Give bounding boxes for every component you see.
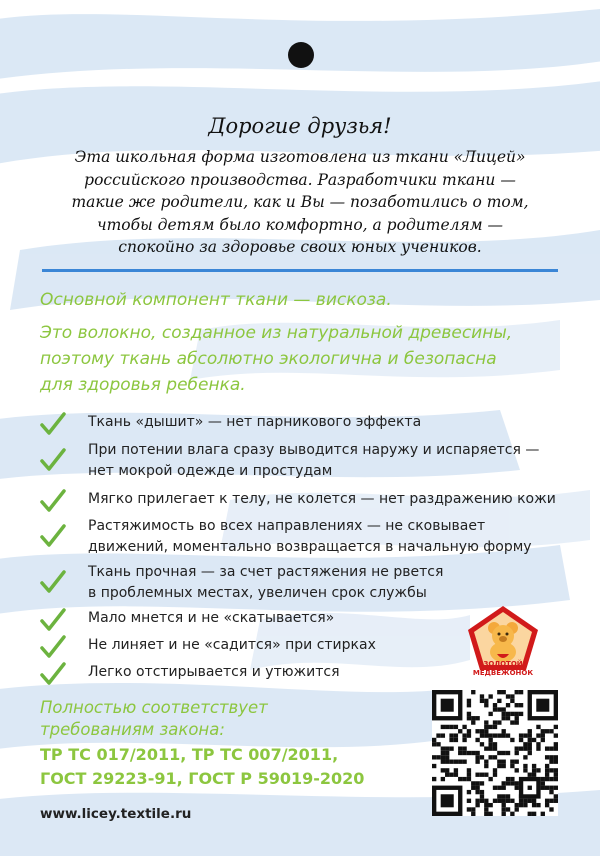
checkmark-icon [40, 662, 66, 686]
checkmark-icon [40, 570, 66, 594]
compliance-statement: Полностью соответствует требованиям закона: [40, 698, 268, 739]
checkmark-icon [40, 608, 66, 632]
fiber-info-line: Это волокно, созданное из натуральной древесины, [40, 323, 513, 343]
intro-line: чтобы детям было комфортно, а родителям — [96, 215, 504, 234]
benefit-text: Мало мнется и не «скатывается» [88, 610, 335, 626]
benefit-text: Ткань «дышит» — нет парникового эффекта [88, 414, 422, 430]
benefit-text: Легко отстирывается и утюжится [88, 664, 340, 680]
checkmark-icon [40, 412, 66, 436]
fiber-info-heading [40, 320, 570, 398]
intro-line: спокойно за здоровье своих юных учеников. [118, 238, 482, 256]
benefit-text: Не линяет и не «садится» при стирках [88, 637, 376, 653]
intro-paragraph [50, 146, 550, 259]
checkmark-icon [40, 524, 66, 548]
greeting-heading: Дорогие друзья! [208, 114, 392, 138]
checkmark-icon [40, 448, 66, 472]
fiber-info-line: поэтому ткань абсолютно экологична и безопасна [40, 349, 497, 369]
fiber-info-line: для здоровья ребенка. [40, 375, 246, 395]
website-link[interactable]: www.licey.textile.ru [40, 806, 192, 822]
intro-line: российского производства. Разработчики ткани — [84, 170, 516, 189]
section-divider [42, 269, 558, 272]
benefit-text: Мягко прилегает к телу, не колется — нет раздражению кожи [88, 491, 556, 507]
benefit-text: При потении влага сразу выводится наружу и испаряется — нет мокрой одежде и простудам [88, 442, 540, 479]
qr-code-icon[interactable] [432, 690, 558, 816]
brand-name: ЗОЛОТОЙ МЕДВЕЖОНОК [472, 660, 534, 677]
intro-line: Эта школьная форма изготовлена из ткани «Лицей» [74, 148, 526, 166]
benefit-text: Растяжимость во всех направлениях — не сковывает движений, моментально возвращается в начальную форму [88, 518, 532, 555]
main-component-heading: Основной компонент ткани — вискоза. [40, 290, 392, 310]
checkmark-icon [40, 489, 66, 513]
standards-list: ТР ТС 017/2011, ТР ТС 007/2011, ГОСТ 29223-91, ГОСТ Р 59019-2020 [40, 745, 365, 788]
checkmark-icon [40, 635, 66, 659]
hang-tag-hole [288, 42, 314, 68]
benefit-text: Ткань прочная — за счет растяжения не рвется в проблемных местах, увеличен срок службы [88, 564, 444, 601]
intro-line: такие же родители, как и Вы — позаботились о том, [71, 193, 529, 211]
